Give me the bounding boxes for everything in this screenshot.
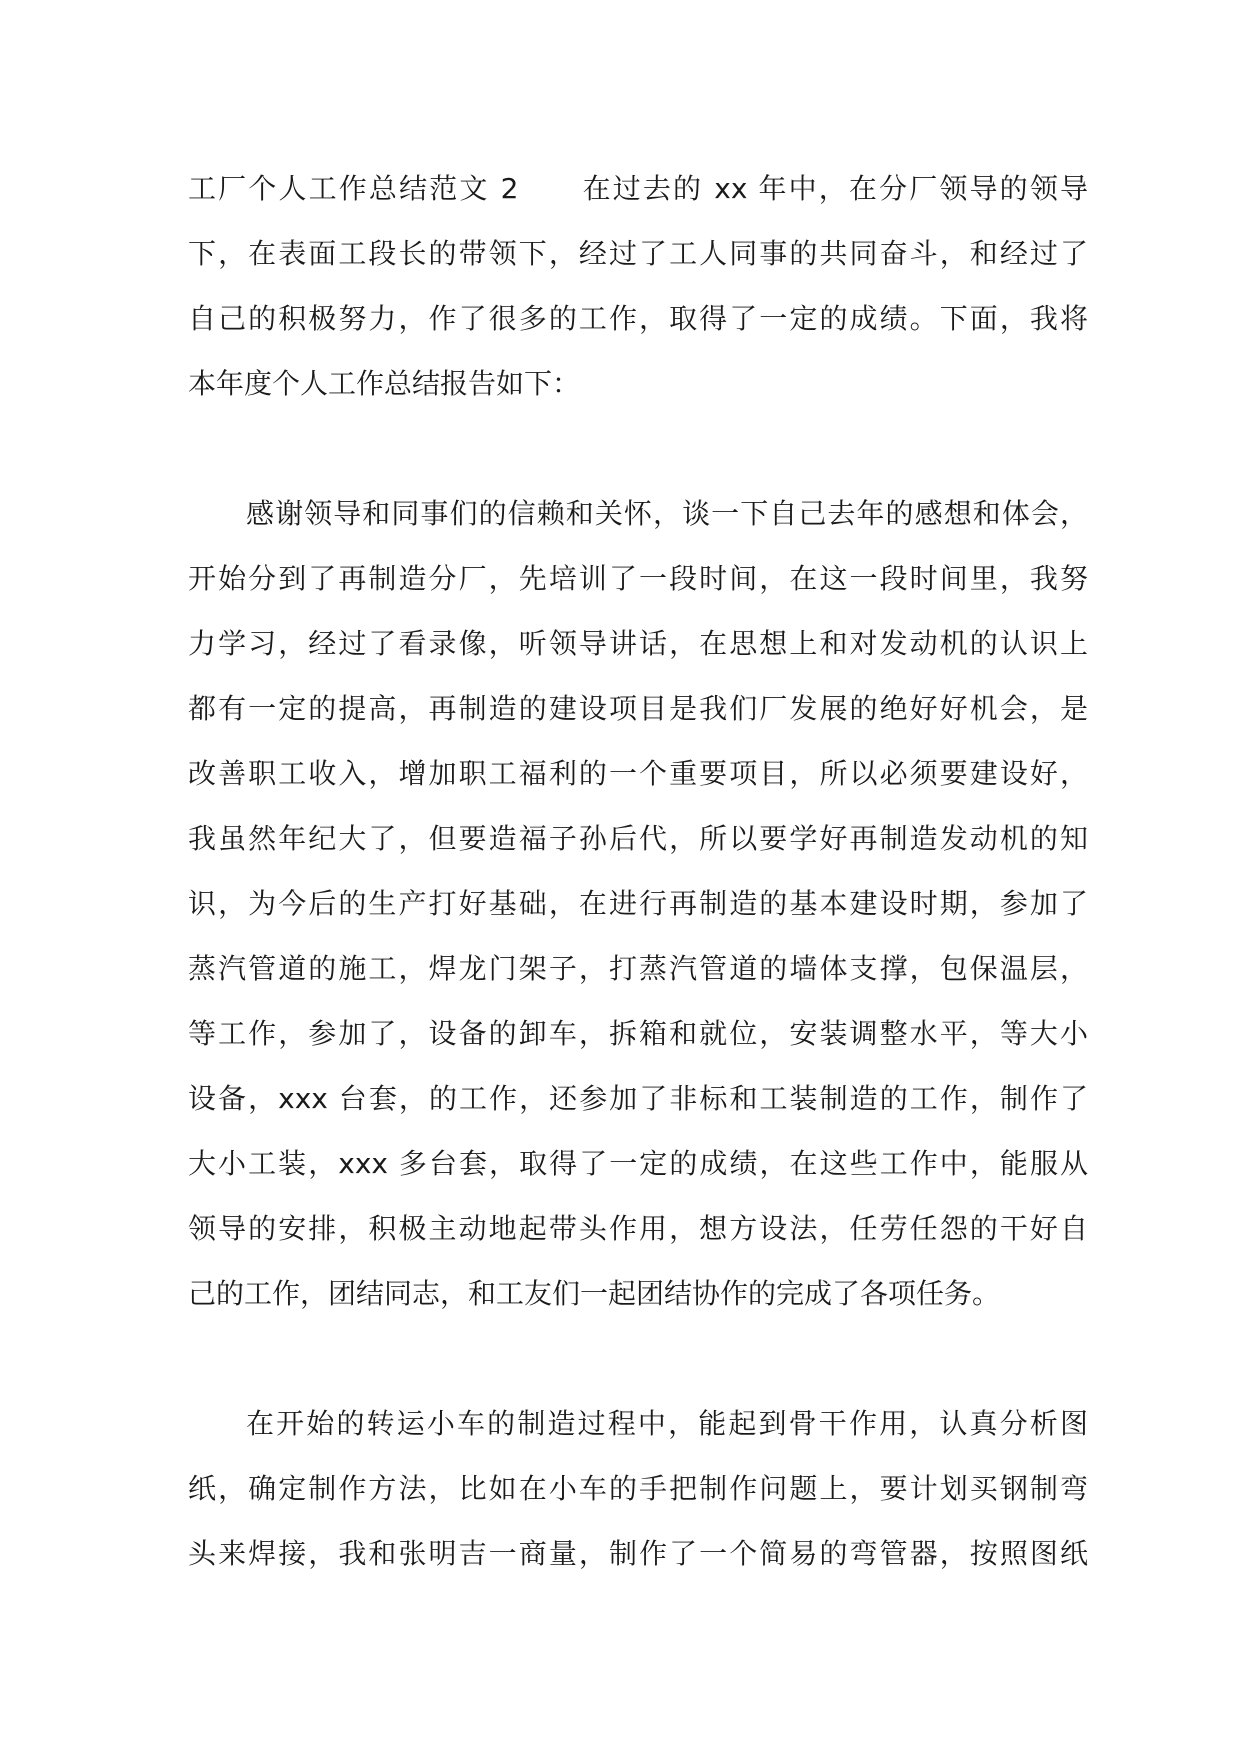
paragraph-2-line-8: 蒸汽管道的施工，焊龙门架子，打蒸汽管道的墙体支撑，包保温层， <box>188 952 1088 985</box>
paragraph-1-text: 在过去的 xx 年中，在分厂领导的领导 <box>580 172 1088 205</box>
paragraph-2-line-11: 大小工装，xxx 多台套，取得了一定的成绩，在这些工作中，能服从 <box>188 1147 1088 1180</box>
paragraph-2-line-1: 感谢领导和同事们的信赖和关怀，谈一下自己去年的感想和体会， <box>246 497 1088 530</box>
paragraph-1-line-1 <box>188 156 1088 221</box>
paragraph-2-line-2: 开始分到了再制造分厂，先培训了一段时间，在这一段时间里，我努 <box>188 562 1088 595</box>
paragraph-2-line-12: 领导的安排，积极主动地起带头作用，想方设法，任劳任怨的干好自 <box>188 1212 1088 1245</box>
paragraph-1-line-2: 下，在表面工段长的带领下，经过了工人同事的共同奋斗，和经过了 <box>188 237 1088 270</box>
document-body <box>188 156 1088 1586</box>
paragraph-2-line-7: 识，为今后的生产打好基础，在进行再制造的基本建设时期，参加了 <box>188 887 1088 920</box>
paragraph-2-line-13: 己的工作，团结同志，和工友们一起团结协作的完成了各项任务。 <box>188 1277 1001 1310</box>
paragraph-2-line-10: 设备，xxx 台套，的工作，还参加了非标和工装制造的工作，制作了 <box>188 1082 1088 1115</box>
paragraph-2-line-4: 都有一定的提高，再制造的建设项目是我们厂发展的绝好好机会，是 <box>188 692 1088 725</box>
paragraph-2-line-9: 等工作，参加了，设备的卸车，拆箱和就位，安装调整水平，等大小 <box>188 1017 1088 1050</box>
document-title: 工厂个人工作总结范文 2 <box>188 172 519 205</box>
paragraph-2-line-3: 力学习，经过了看录像，听领导讲话，在思想上和对发动机的认识上 <box>188 627 1088 660</box>
paragraph-3-line-1: 在开始的转运小车的制造过程中，能起到骨干作用，认真分析图 <box>246 1407 1088 1440</box>
paragraph-2-line-5: 改善职工收入，增加职工福利的一个重要项目，所以必须要建设好， <box>188 757 1088 790</box>
paragraph-3-line-2: 纸，确定制作方法，比如在小车的手把制作问题上，要计划买钢制弯 <box>188 1472 1088 1505</box>
paragraph-1-line-4: 本年度个人工作总结报告如下： <box>188 367 581 400</box>
paragraph-2-line-6: 我虽然年纪大了，但要造福子孙后代，所以要学好再制造发动机的知 <box>188 822 1088 855</box>
paragraph-1-line-3: 自己的积极努力，作了很多的工作，取得了一定的成绩。下面，我将 <box>188 302 1088 335</box>
paragraph-3-line-3: 头来焊接，我和张明吉一商量，制作了一个简易的弯管器，按照图纸 <box>188 1537 1088 1570</box>
